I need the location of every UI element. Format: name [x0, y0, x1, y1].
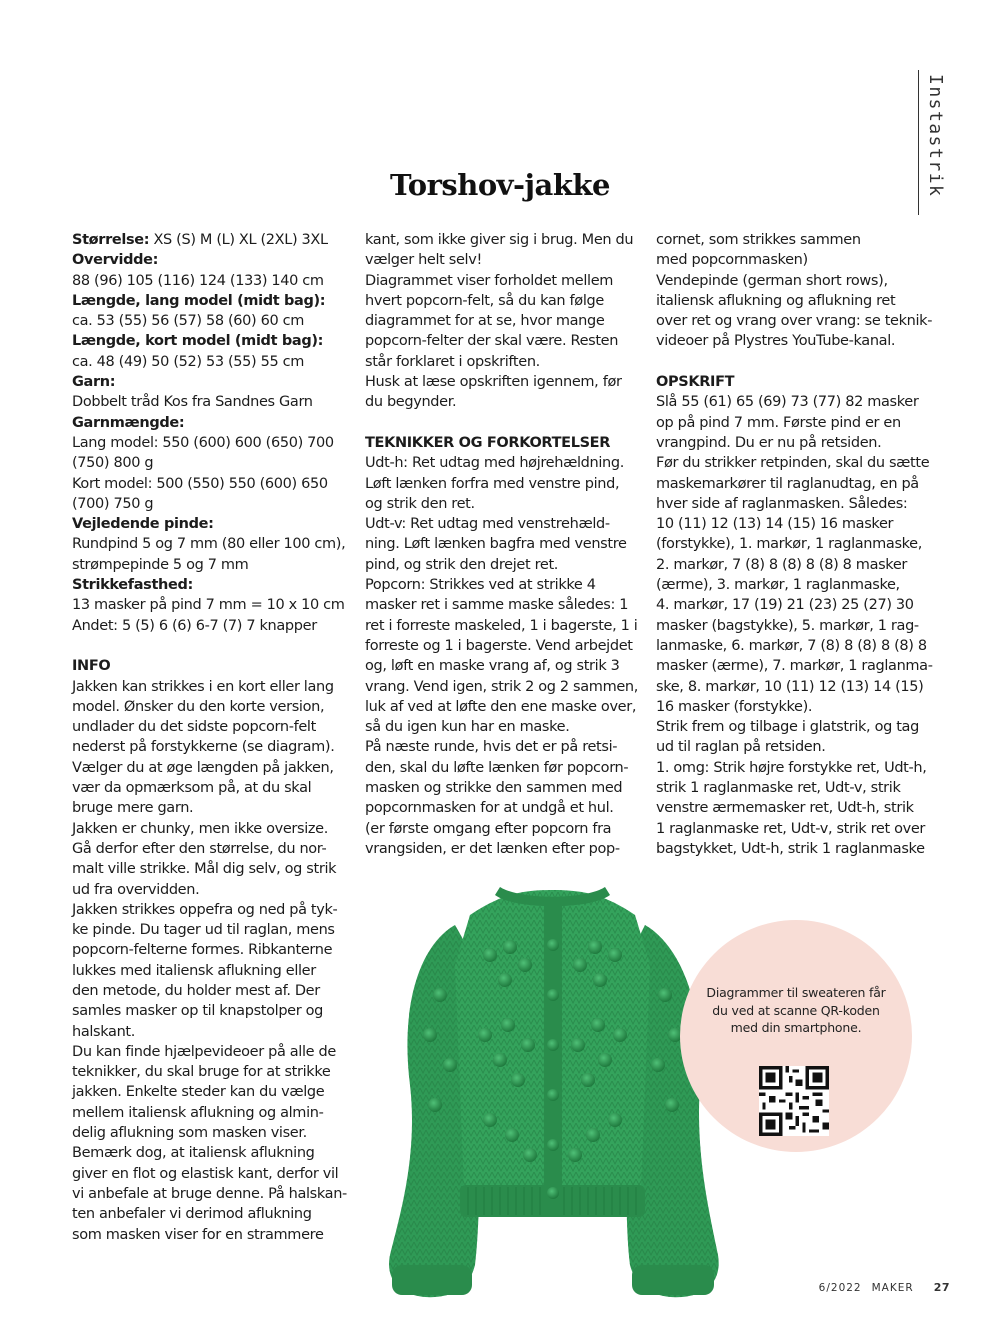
body-text: 4. markør, 17 (19) 21 (23) 25 (27) 30 [656, 597, 914, 614]
text-line [365, 555, 647, 575]
text-line [72, 1164, 354, 1184]
text-line [656, 616, 938, 636]
text-line [72, 230, 354, 250]
body-text: ret i forreste maskeled, 1 i bagerste, 1 i [365, 617, 638, 634]
text-line [365, 758, 647, 778]
body-text: strik 1 raglanmaske ret, Udt-v, strik [656, 780, 901, 797]
text-line [656, 697, 938, 717]
text-line [72, 453, 354, 473]
body-text: Vendepinde (german short rows), [656, 272, 888, 289]
body-text: 2. markør, 7 (8) 8 (8) 8 (8) 8 masker [656, 556, 908, 573]
text-line [656, 271, 938, 291]
text-line [656, 839, 938, 859]
paragraph-gap [656, 352, 938, 372]
body-text: forreste og 1 i bagerste. Vend arbejdet [365, 637, 633, 654]
body-text: Strik frem og tilbage i glatstrik, og tag [656, 719, 919, 736]
section-tab-label: Instastrik [925, 74, 946, 198]
text-line [72, 920, 354, 940]
body-text: maskemarkører til raglanudtag, en på [656, 475, 919, 492]
text-line [365, 677, 647, 697]
body-text: Før du strikker retpinden, skal du sætte [656, 455, 930, 472]
text-line [72, 534, 354, 554]
body-text: og strik den ret. [365, 495, 475, 512]
text-line [72, 494, 354, 514]
body-text: På næste runde, hvis det er på retsi- [365, 739, 618, 756]
text-line [365, 636, 647, 656]
bold-label: Længde, kort model (midt bag): [72, 333, 324, 350]
body-text: ten anbefaler vi derimod aflukning [72, 1206, 312, 1223]
body-text: Dobbelt tråd Kos fra Sandnes Garn [72, 394, 313, 411]
text-line [72, 575, 354, 595]
text-line [656, 798, 938, 818]
text-line [365, 656, 647, 676]
body-text: (ærme), 3. markør, 1 raglanmaske, [656, 577, 900, 594]
text-line [656, 717, 938, 737]
qr-callout-text: Diagrammer til sweateren får du ved at scanne QR-koden med din smartphone. [706, 985, 886, 1035]
text-line [365, 271, 647, 291]
body-text: ca. 53 (55) 56 (57) 58 (60) 60 cm [72, 313, 304, 330]
text-line [656, 636, 938, 656]
text-line [72, 331, 354, 351]
body-text: (700) 750 g [72, 495, 154, 512]
text-line [72, 737, 354, 757]
bold-label: Længde, lang model (midt bag): [72, 292, 326, 309]
body-text: 16 masker (forstykke). [656, 698, 813, 715]
text-line [365, 352, 647, 372]
body-text: (forstykke), 1. markør, 1 raglanmaske, [656, 536, 923, 553]
text-line [72, 392, 354, 412]
body-text: Bemærk dog, at italiensk aflukning [72, 1145, 315, 1162]
body-text: Jakken strikkes oppefra og ned på tyk- [72, 901, 338, 918]
issue-number: 6/2022 [818, 1282, 862, 1294]
body-text: delig aflukning som masken viser. [72, 1125, 307, 1142]
body-text: hvert popcorn-felt, så du kan følge [365, 292, 604, 309]
text-line [365, 534, 647, 554]
body-text: Udt-h: Ret udtag med højrehældning. [365, 455, 624, 472]
body-text: den metode, du holder mest af. Der [72, 982, 320, 999]
body-text: som masken viser for en strammere [72, 1226, 324, 1243]
body-text: 1 raglanmaske ret, Udt-v, strik ret over [656, 820, 926, 837]
text-line [72, 778, 354, 798]
body-text: diagrammet for at se, hvor mange [365, 313, 605, 330]
bold-label: TEKNIKKER OG FORKORTELSER [365, 434, 611, 451]
body-text: står forklaret i opskriften. [365, 353, 540, 370]
text-line [72, 372, 354, 392]
body-text: italiensk aflukning og aflukning ret [656, 292, 896, 309]
body-text: hver side af raglanmasken. Således: [656, 495, 908, 512]
body-text: med popcornmasken) [656, 252, 808, 269]
bold-label: OPSKRIFT [656, 374, 735, 391]
text-line [72, 1042, 354, 1062]
text-line [365, 778, 647, 798]
text-line [72, 961, 354, 981]
body-text: Kort model: 500 (550) 550 (600) 650 [72, 475, 328, 492]
bold-label: INFO [72, 658, 111, 675]
text-line [72, 311, 354, 331]
body-text: halskant. [72, 1023, 136, 1040]
body-text: Andet: 5 (5) 6 (6) 6-7 (7) 7 knapper [72, 617, 317, 634]
text-line [72, 1022, 354, 1042]
body-text: 88 (96) 105 (116) 124 (133) 140 cm [72, 272, 324, 289]
body-text: den, skal du løfte lænken før popcorn- [365, 759, 629, 776]
text-line [72, 1062, 354, 1082]
text-line [365, 392, 647, 412]
text-line [72, 595, 354, 615]
text-line [72, 859, 354, 879]
body-text: Husk at læse opskriften igennem, før [365, 374, 622, 391]
body-text: 10 (11) 12 (13) 14 (15) 16 masker [656, 516, 894, 533]
text-line [72, 616, 354, 636]
body-text: model. Ønsker du den korte version, [72, 698, 325, 715]
body-text: Jakken er chunky, men ikke oversize. [72, 820, 329, 837]
page-footer [819, 1281, 950, 1294]
text-line [72, 1001, 354, 1021]
body-text: Udt-v: Ret udtag med venstrehæld- [365, 516, 610, 533]
text-line [365, 433, 647, 453]
text-line [72, 1123, 354, 1143]
text-line [656, 656, 938, 676]
body-text: (er første omgang efter popcorn fra [365, 820, 612, 837]
body-text: Du kan finde hjælpevideoer på alle de [72, 1043, 336, 1060]
body-text: ud til raglan på retsiden. [656, 739, 826, 756]
body-text: 1. omg: Strik højre forstykke ret, Udt-h, [656, 759, 927, 776]
bold-label: Overvidde: [72, 252, 159, 269]
text-line [656, 331, 938, 351]
body-text: Rundpind 5 og 7 mm (80 eller 100 cm), [72, 536, 346, 553]
body-text: Vælger du at øge længden på jakken, [72, 759, 334, 776]
text-line [72, 656, 354, 676]
text-line [365, 575, 647, 595]
text-line [365, 819, 647, 839]
body-text: masken og strikke den sammen med [365, 780, 623, 797]
cardigan-photo [360, 885, 740, 1310]
paragraph-gap [72, 636, 354, 656]
text-line [656, 534, 938, 554]
text-line [72, 352, 354, 372]
text-line [365, 311, 647, 331]
paragraph-gap [365, 413, 647, 433]
text-line [72, 514, 354, 534]
body-text: Popcorn: Strikkes ved at strikke 4 [365, 577, 596, 594]
text-line [72, 697, 354, 717]
body-text: du begynder. [365, 394, 457, 411]
text-line [365, 291, 647, 311]
text-line [365, 494, 647, 514]
qr-callout [680, 920, 912, 1152]
text-line [365, 453, 647, 473]
body-text: bagstykket, Udt-h, strik 1 raglanmaske [656, 840, 925, 857]
body-text: Diagrammet viser forholdet mellem [365, 272, 614, 289]
text-line [72, 413, 354, 433]
text-line [72, 981, 354, 1001]
text-line [72, 900, 354, 920]
body-text: og, løft en maske vrang af, og strik 3 [365, 658, 620, 675]
text-line [365, 230, 647, 250]
body-text: pind, og strik den drejet ret. [365, 556, 559, 573]
text-line [365, 798, 647, 818]
text-line [656, 453, 938, 473]
body-text: over ret og vrang over vrang: se teknik- [656, 313, 933, 330]
body-text: nederst på forstykkerne (se diagram). [72, 739, 335, 756]
text-line [656, 595, 938, 615]
body-text: kant, som ikke giver sig i brug. Men du [365, 232, 634, 248]
text-column-2 [365, 230, 647, 859]
body-text: Slå 55 (61) 65 (69) 73 (77) 82 masker [656, 394, 919, 411]
text-line [365, 372, 647, 392]
body-text: popcorn-felterne formes. Ribkanterne [72, 942, 333, 959]
body-text: cornet, som strikkes sammen [656, 232, 861, 248]
body-text: bruge mere garn. [72, 800, 194, 817]
text-line [656, 494, 938, 514]
body-text: popcornmasken for at undgå et hul. [365, 800, 614, 817]
bold-label: Størrelse: [72, 232, 150, 248]
text-line [656, 230, 938, 250]
text-line [72, 880, 354, 900]
body-text: strømpepinde 5 og 7 mm [72, 556, 249, 573]
text-line [72, 474, 354, 494]
text-line [656, 758, 938, 778]
text-line [365, 331, 647, 351]
text-line [656, 291, 938, 311]
text-line [365, 250, 647, 270]
text-line [72, 555, 354, 575]
page-number: 27 [933, 1281, 950, 1294]
body-text: ske, 8. markør, 10 (11) 12 (13) 14 (15) [656, 678, 924, 695]
text-line [72, 433, 354, 453]
body-text: malt ville strikke. Mål dig selv, og strik [72, 861, 337, 878]
body-text: jakken. Enkelte steder kan du vælge [72, 1084, 325, 1101]
text-line [656, 311, 938, 331]
text-line [72, 717, 354, 737]
body-text: ca. 48 (49) 50 (52) 53 (55) 55 cm [72, 353, 304, 370]
body-text: masker (ærme), 7. markør, 1 raglanma- [656, 658, 933, 675]
text-line [365, 514, 647, 534]
body-text: Lang model: 550 (600) 600 (650) 700 [72, 434, 334, 451]
text-line [656, 372, 938, 392]
body-text: 13 masker på pind 7 mm = 10 x 10 cm [72, 597, 345, 614]
body-text: luk af ved at løfte den ene maske over, [365, 698, 637, 715]
text-line [72, 798, 354, 818]
body-text: videoer på Plystres YouTube-kanal. [656, 333, 896, 350]
body-text: vrangsiden, er det lænken efter pop- [365, 840, 620, 857]
text-line [656, 474, 938, 494]
body-text: masker ret i samme maske således: 1 [365, 597, 629, 614]
text-line [365, 717, 647, 737]
text-line [365, 595, 647, 615]
body-text: Jakken kan strikkes i en kort eller lang [72, 678, 334, 695]
body-text: op på pind 7 mm. Første pind er en [656, 414, 901, 431]
body-text: teknikker, du skal bruge for at strikke [72, 1064, 331, 1081]
body-text: Løft lænken forfra med venstre pind, [365, 475, 620, 492]
text-line [72, 1103, 354, 1123]
body-text: lanmaske, 6. markør, 7 (8) 8 (8) 8 (8) 8 [656, 637, 927, 654]
text-line [365, 616, 647, 636]
text-line [72, 839, 354, 859]
text-line [72, 1184, 354, 1204]
bold-label: Garnmængde: [72, 414, 185, 431]
body-text: vrang. Vend igen, strik 2 og 2 sammen, [365, 678, 639, 695]
body-text: masker (bagstykke), 5. markør, 1 rag- [656, 617, 919, 634]
body-text: vær da opmærksom på, at du skal [72, 780, 312, 797]
text-line [72, 1143, 354, 1163]
body-text: vrangpind. Du er nu på retsiden. [656, 434, 882, 451]
text-line [365, 737, 647, 757]
text-line [72, 291, 354, 311]
text-line [656, 819, 938, 839]
text-line [72, 758, 354, 778]
body-text: vælger helt selv! [365, 252, 482, 269]
text-column-1 [72, 230, 354, 1245]
text-line [656, 575, 938, 595]
body-text: Gå derfor efter den størrelse, du nor- [72, 840, 327, 857]
text-line [656, 778, 938, 798]
body-text: giver en flot og elastisk kant, derfor vil [72, 1165, 339, 1182]
body-text: samles masker op til knapstolper og [72, 1003, 323, 1020]
body-text: (750) 800 g [72, 455, 154, 472]
text-line [656, 413, 938, 433]
text-line [365, 839, 647, 859]
text-line [656, 433, 938, 453]
text-line [365, 697, 647, 717]
text-line [72, 819, 354, 839]
text-line [656, 514, 938, 534]
article-title: Torshov-jakke [390, 168, 610, 202]
bold-label: Strikkefasthed: [72, 577, 193, 594]
text-line [656, 250, 938, 270]
body-text: popcorn-felter der skal være. Resten [365, 333, 619, 350]
body-text: vi anbefale at bruge denne. På halskan- [72, 1185, 347, 1202]
text-column-3 [656, 230, 938, 859]
text-line [656, 737, 938, 757]
text-line [72, 271, 354, 291]
body-text: XS (S) M (L) XL (2XL) 3XL [149, 232, 328, 248]
text-line [365, 474, 647, 494]
text-line [72, 940, 354, 960]
text-line [72, 1225, 354, 1245]
text-line [656, 677, 938, 697]
bold-label: Vejledende pinde: [72, 516, 214, 533]
body-text: ning. Løft lænken bagfra med venstre [365, 536, 627, 553]
text-line [72, 1204, 354, 1224]
text-line [656, 392, 938, 412]
body-text: lukkes med italiensk aflukning eller [72, 962, 316, 979]
magazine-name: MAKER [871, 1282, 914, 1294]
body-text: så du igen kun har en maske. [365, 719, 570, 736]
body-text: venstre ærmemasker ret, Udt-h, strik [656, 800, 914, 817]
text-line [656, 555, 938, 575]
text-line [72, 1082, 354, 1102]
text-line [72, 677, 354, 697]
body-text: undlader du det sidste popcorn-felt [72, 719, 316, 736]
qr-code-icon[interactable] [759, 1066, 829, 1136]
body-text: ke pinde. Du tager ud til raglan, mens [72, 922, 335, 939]
body-text: mellem italiensk aflukning og almin- [72, 1104, 324, 1121]
text-line [72, 250, 354, 270]
body-text: ud fra overvidden. [72, 881, 200, 898]
bold-label: Garn: [72, 374, 116, 391]
